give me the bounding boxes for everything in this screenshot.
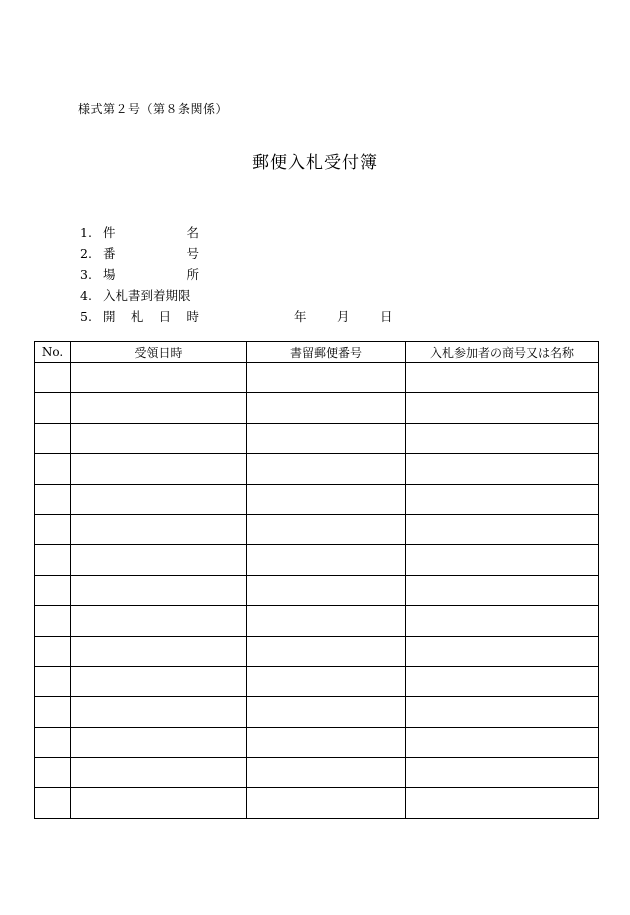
- cell-bidder-name[interactable]: [406, 363, 599, 393]
- cell-registered-mail-number[interactable]: [247, 636, 406, 666]
- cell-bidder-name[interactable]: [406, 484, 599, 514]
- year-label: 年: [294, 309, 307, 324]
- item-number: 2.: [80, 246, 92, 261]
- table-header-row: [35, 342, 599, 363]
- cell-received-datetime[interactable]: [71, 606, 247, 636]
- table-row: [35, 697, 599, 727]
- cell-no[interactable]: [35, 666, 71, 696]
- cell-no[interactable]: [35, 363, 71, 393]
- table-row: [35, 788, 599, 818]
- item-number: 5.: [80, 309, 92, 324]
- month-label: 月: [337, 309, 350, 324]
- receipt-table: [34, 341, 599, 819]
- cell-no[interactable]: [35, 454, 71, 484]
- cell-registered-mail-number[interactable]: [247, 606, 406, 636]
- item-number: 4.: [80, 288, 92, 303]
- item-opening-datetime: [80, 306, 393, 327]
- item-list: [80, 222, 393, 327]
- table-row: [35, 393, 599, 423]
- cell-no[interactable]: [35, 758, 71, 788]
- cell-bidder-name[interactable]: [406, 636, 599, 666]
- cell-received-datetime[interactable]: [71, 454, 247, 484]
- table-row: [35, 575, 599, 605]
- header-bidder-name: 入札参加者の商号又は名称: [406, 342, 599, 363]
- cell-received-datetime[interactable]: [71, 484, 247, 514]
- cell-received-datetime[interactable]: [71, 575, 247, 605]
- cell-registered-mail-number[interactable]: [247, 423, 406, 453]
- cell-received-datetime[interactable]: [71, 423, 247, 453]
- cell-bidder-name[interactable]: [406, 758, 599, 788]
- table-row: [35, 636, 599, 666]
- cell-no[interactable]: [35, 393, 71, 423]
- table-row: [35, 666, 599, 696]
- item-deadline: [80, 285, 199, 306]
- cell-no[interactable]: [35, 697, 71, 727]
- form-number: 様式第２号（第８条関係）: [78, 102, 229, 116]
- cell-received-datetime[interactable]: [71, 758, 247, 788]
- table-row: [35, 423, 599, 453]
- cell-bidder-name[interactable]: [406, 727, 599, 757]
- cell-bidder-name[interactable]: [406, 788, 599, 818]
- item-label: 件 名: [103, 225, 199, 240]
- cell-registered-mail-number[interactable]: [247, 727, 406, 757]
- day-label: 日: [380, 309, 393, 324]
- cell-registered-mail-number[interactable]: [247, 666, 406, 696]
- item-location: [80, 264, 199, 285]
- table-row: [35, 606, 599, 636]
- cell-registered-mail-number[interactable]: [247, 393, 406, 423]
- cell-bidder-name[interactable]: [406, 393, 599, 423]
- cell-no[interactable]: [35, 788, 71, 818]
- header-received-datetime: 受領日時: [71, 342, 247, 363]
- item-number: 3.: [80, 267, 92, 282]
- table-row: [35, 363, 599, 393]
- item-label: 開 札 日 時: [103, 309, 199, 324]
- item-label: 場 所: [103, 267, 199, 282]
- cell-no[interactable]: [35, 514, 71, 544]
- cell-no[interactable]: [35, 606, 71, 636]
- table-row: [35, 758, 599, 788]
- cell-registered-mail-number[interactable]: [247, 363, 406, 393]
- cell-no[interactable]: [35, 727, 71, 757]
- cell-received-datetime[interactable]: [71, 363, 247, 393]
- table-row: [35, 545, 599, 575]
- cell-received-datetime[interactable]: [71, 514, 247, 544]
- cell-registered-mail-number[interactable]: [247, 758, 406, 788]
- cell-received-datetime[interactable]: [71, 636, 247, 666]
- cell-no[interactable]: [35, 545, 71, 575]
- header-registered-mail-number: 書留郵便番号: [247, 342, 406, 363]
- item-label: 入札書到着期限: [103, 288, 191, 303]
- header-no: No.: [35, 342, 71, 363]
- cell-no[interactable]: [35, 423, 71, 453]
- cell-bidder-name[interactable]: [406, 697, 599, 727]
- cell-no[interactable]: [35, 636, 71, 666]
- cell-received-datetime[interactable]: [71, 545, 247, 575]
- cell-bidder-name[interactable]: [406, 454, 599, 484]
- cell-bidder-name[interactable]: [406, 666, 599, 696]
- cell-registered-mail-number[interactable]: [247, 788, 406, 818]
- item-subject: [80, 222, 199, 243]
- table-row: [35, 484, 599, 514]
- cell-registered-mail-number[interactable]: [247, 514, 406, 544]
- cell-bidder-name[interactable]: [406, 423, 599, 453]
- date-parts: [294, 306, 423, 327]
- cell-registered-mail-number[interactable]: [247, 575, 406, 605]
- cell-received-datetime[interactable]: [71, 788, 247, 818]
- item-number-field: [80, 243, 199, 264]
- cell-no[interactable]: [35, 575, 71, 605]
- table-row: [35, 454, 599, 484]
- cell-received-datetime[interactable]: [71, 393, 247, 423]
- cell-no[interactable]: [35, 484, 71, 514]
- cell-received-datetime[interactable]: [71, 727, 247, 757]
- cell-bidder-name[interactable]: [406, 575, 599, 605]
- item-number: 1.: [80, 225, 92, 240]
- cell-registered-mail-number[interactable]: [247, 545, 406, 575]
- cell-registered-mail-number[interactable]: [247, 484, 406, 514]
- cell-received-datetime[interactable]: [71, 697, 247, 727]
- cell-bidder-name[interactable]: [406, 606, 599, 636]
- table-row: [35, 514, 599, 544]
- cell-bidder-name[interactable]: [406, 514, 599, 544]
- cell-registered-mail-number[interactable]: [247, 454, 406, 484]
- document-title: 郵便入札受付簿: [252, 153, 378, 173]
- table-row: [35, 727, 599, 757]
- cell-received-datetime[interactable]: [71, 666, 247, 696]
- cell-registered-mail-number[interactable]: [247, 697, 406, 727]
- cell-bidder-name[interactable]: [406, 545, 599, 575]
- item-label: 番 号: [103, 246, 199, 261]
